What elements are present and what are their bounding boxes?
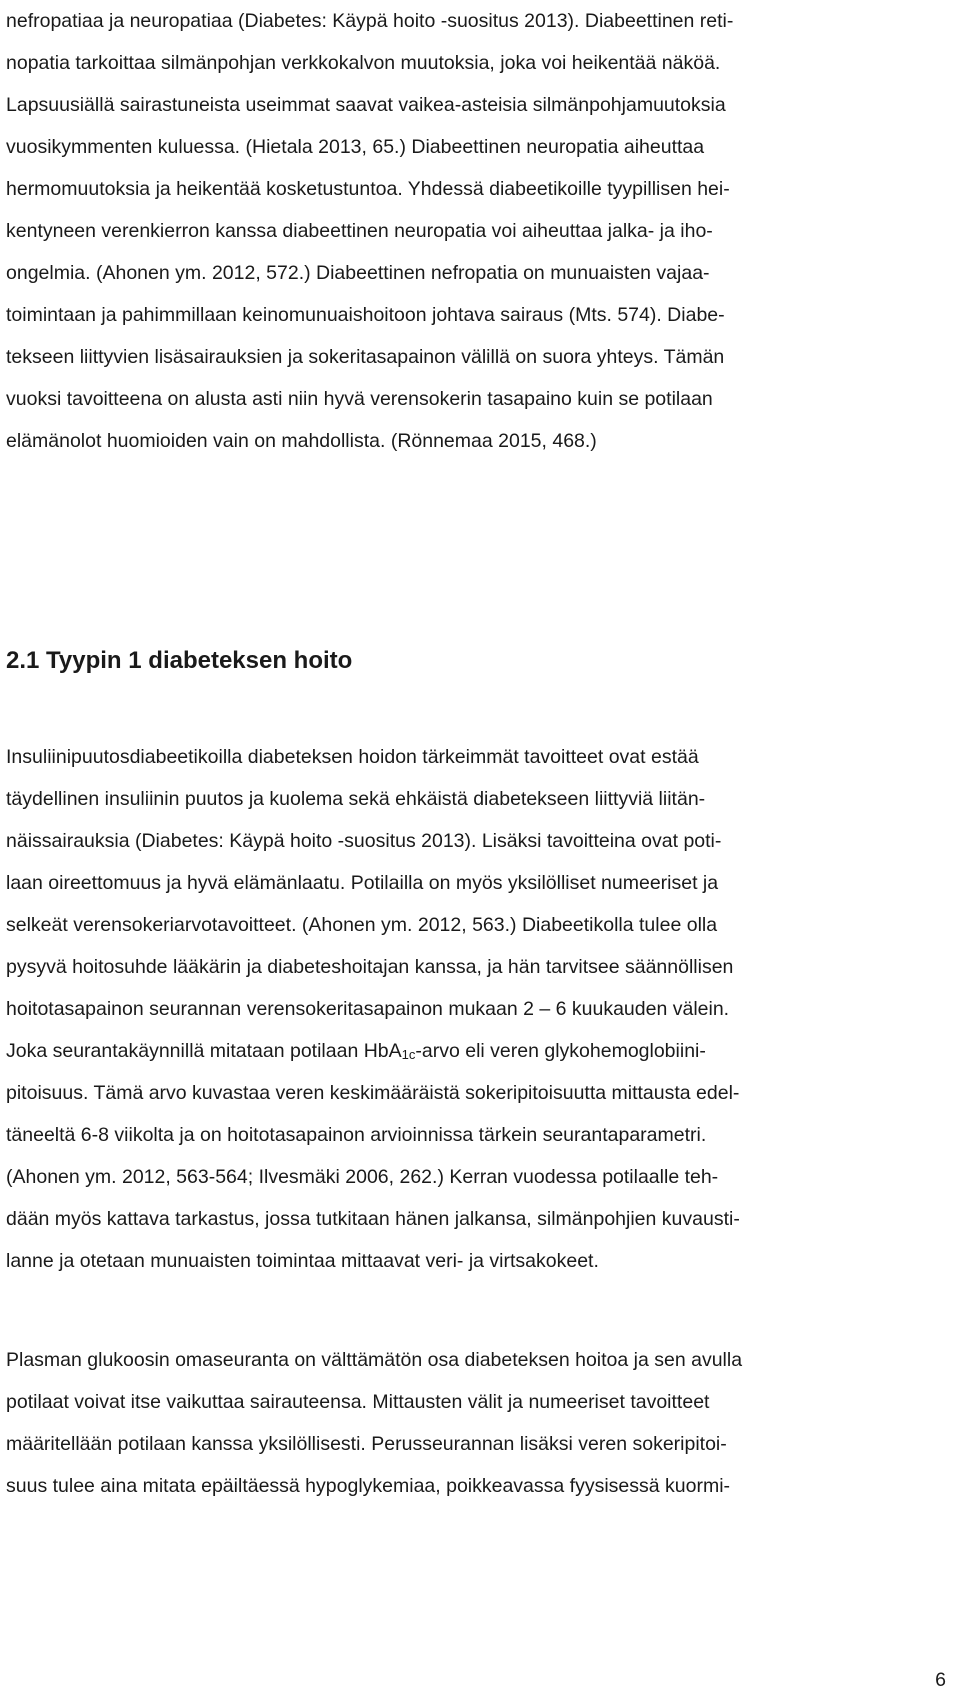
- text-line: vuosikymmenten kuluessa. (Hietala 2013, 65.) Diabeettinen neuropatia aiheuttaa: [6, 136, 705, 158]
- text-line: laan oireettomuus ja hyvä elämänlaatu. Potilailla on myös yksilölliset numeeriset ja: [6, 872, 719, 894]
- text-line: (Ahonen ym. 2012, 563-564; Ilvesmäki 2006, 262.) Kerran vuodessa potilaalle teh-: [6, 1166, 719, 1188]
- text-line: näissairauksia (Diabetes: Käypä hoito -suositus 2013). Lisäksi tavoitteina ovat poti-: [6, 830, 722, 852]
- hba1c-prefix: Joka seurantakäynnillä mitataan potilaan HbA: [6, 1040, 402, 1062]
- text-line: toimintaan ja pahimmillaan keinomunuaishoitoon johtava sairaus (Mts. 574). Diabe-: [6, 304, 725, 326]
- text-line: Plasman glukoosin omaseuranta on välttämätön osa diabeteksen hoitoa ja sen avulla: [6, 1349, 743, 1371]
- text-line: kentyneen verenkierron kanssa diabeettinen neuropatia voi aiheuttaa jalka- ja iho-: [6, 220, 713, 242]
- text-line: pysyvä hoitosuhde lääkärin ja diabeteshoitajan kanssa, ja hän tarvitsee säännöllisen: [6, 956, 734, 978]
- text-line: selkeät verensokeriarvotavoitteet. (Ahonen ym. 2012, 563.) Diabeetikolla tulee olla: [6, 914, 718, 936]
- hba1c-suffix: -arvo eli veren glykohemoglobiini-: [415, 1040, 706, 1062]
- text-line: potilaat voivat itse vaikuttaa sairauteensa. Mittausten välit ja numeeriset tavoitteet: [6, 1391, 710, 1413]
- text-line: tekseen liittyvien lisäsairauksien ja sokeritasapainon välillä on suora yhteys. Tämän: [6, 346, 725, 368]
- text-line: dään myös kattava tarkastus, jossa tutkitaan hänen jalkansa, silmänpohjien kuvausti-: [6, 1208, 740, 1230]
- text-line: pitoisuus. Tämä arvo kuvastaa veren keskimääräistä sokeripitoisuutta mittausta edel-: [6, 1082, 740, 1104]
- text-line: Lapsuusiällä sairastuneista useimmat saavat vaikea-asteisia silmänpohjamuutoksia: [6, 94, 726, 116]
- text-line: elämänolot huomioiden vain on mahdollista. (Rönnemaa 2015, 468.): [6, 430, 597, 452]
- text-line: suus tulee aina mitata epäiltäessä hypoglykemiaa, poikkeavassa fyysisessä kuormi-: [6, 1475, 731, 1497]
- text-line: ongelmia. (Ahonen ym. 2012, 572.) Diabeettinen nefropatia on munuaisten vajaa-: [6, 262, 710, 284]
- text-line: hoitotasapainon seurannan verensokeritasapainon mukaan 2 – 6 kuukauden välein.: [6, 998, 730, 1020]
- hba1c-subscript: 1c: [401, 1047, 416, 1062]
- text-line: nopatia tarkoittaa silmänpohjan verkkokalvon muutoksia, joka voi heikentää näköä.: [6, 52, 721, 74]
- text-line-hba1c: [6, 1039, 706, 1063]
- section-heading: 2.1 Tyypin 1 diabeteksen hoito: [6, 647, 353, 674]
- text-line: Insuliinipuutosdiabeetikoilla diabeteksen hoidon tärkeimmät tavoitteet ovat estää: [6, 746, 699, 768]
- text-line: täydellinen insuliinin puutos ja kuolema sekä ehkäistä diabetekseen liittyviä liitän-: [6, 788, 706, 810]
- text-line: hermomuutoksia ja heikentää kosketustuntoa. Yhdessä diabeetikoille tyypillisen hei-: [6, 178, 730, 200]
- text-line: vuoksi tavoitteena on alusta asti niin hyvä verensokerin tasapaino kuin se potilaan: [6, 388, 713, 410]
- text-line: lanne ja otetaan munuaisten toimintaa mittaavat veri- ja virtsakokeet.: [6, 1250, 599, 1272]
- page-number: 6: [935, 1669, 946, 1691]
- text-line: täneeltä 6-8 viikolta ja on hoitotasapainon arvioinnissa tärkein seurantaparametri.: [6, 1124, 707, 1146]
- text-line: nefropatiaa ja neuropatiaa (Diabetes: Käypä hoito -suositus 2013). Diabeettinen reti-: [6, 10, 734, 32]
- text-line: määritellään potilaan kanssa yksilöllisesti. Perusseurannan lisäksi veren sokeripitoi-: [6, 1433, 727, 1455]
